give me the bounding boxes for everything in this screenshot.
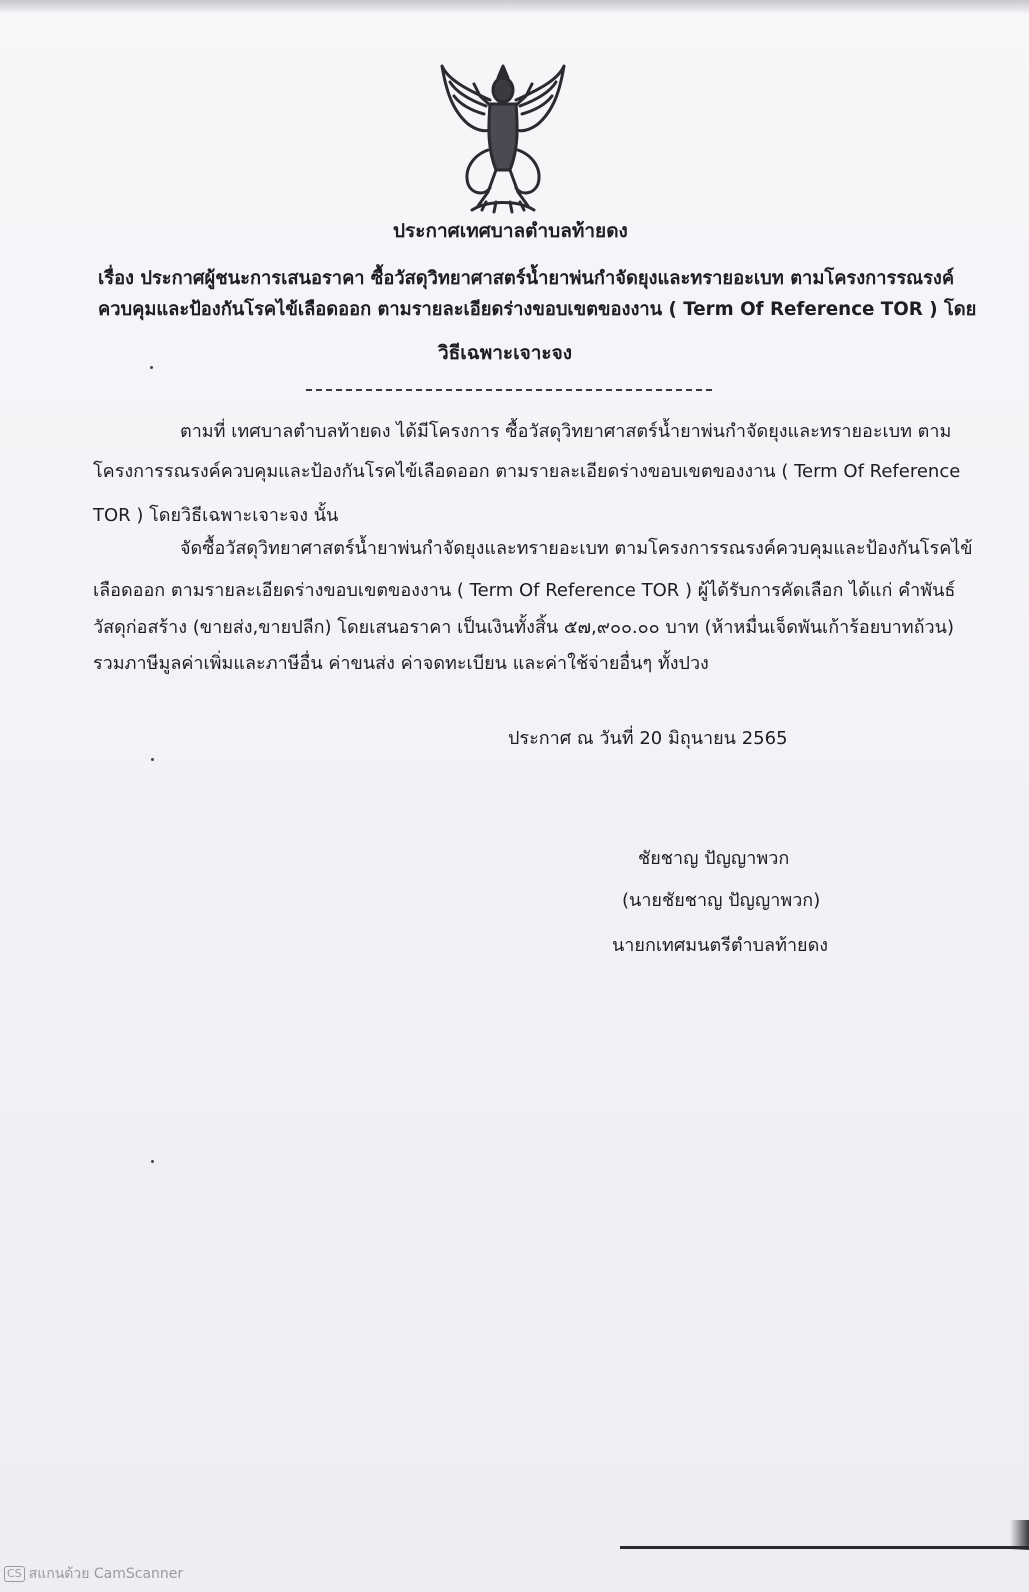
paragraph-2-line-2: เลือดออก ตามรายละเอียดร่างขอบเขตของงาน ( Term Of Reference TOR ) ผู้ได้รับการคัดเลือก ได้แก่ คำพันธ์ bbox=[93, 580, 956, 601]
scan-speck bbox=[151, 1160, 154, 1163]
scan-speck bbox=[151, 758, 154, 761]
garuda-emblem-icon bbox=[438, 60, 568, 216]
paragraph-2-line-4: รวมภาษีมูลค่าเพิ่มและภาษีอื่น ค่าขนส่ง ค่าจดทะเบียน และค่าใช้จ่ายอื่นๆ ทั้งปวง bbox=[93, 653, 709, 674]
signature-name: ชัยชาญ ปัญญาพวก bbox=[638, 848, 790, 869]
subject-line-2: ควบคุมและป้องกันโรคไข้เลือดออก ตามรายละเอียดร่างขอบเขตของงาน ( Term Of Reference TOR ) โดย bbox=[98, 299, 977, 320]
scanner-watermark-text: สแกนด้วย CamScanner bbox=[28, 1566, 184, 1582]
separator-rule bbox=[306, 389, 712, 391]
paragraph-1-line-2: โครงการรณรงค์ควบคุมและป้องกันโรคไข้เลือดออก ตามรายละเอียดร่างขอบเขตของงาน ( Term Of Reference bbox=[93, 461, 961, 482]
subject-line-1: เรื่อง ประกาศผู้ชนะการเสนอราคา ซื้อวัสดุวิทยาศาสตร์น้ำยาพ่นกำจัดยุงและทรายอะเบท ตามโครงการรณรงค์ bbox=[98, 268, 955, 289]
page-bottom-edge bbox=[620, 1546, 1029, 1549]
paragraph-1-line-1: ตามที่ เทศบาลตำบลท้ายดง ได้มีโครงการ ซื้อวัสดุวิทยาศาสตร์น้ำยาพ่นกำจัดยุงและทรายอะเบท ตาม bbox=[180, 421, 952, 442]
subject-line-3: วิธีเฉพาะเจาะจง bbox=[438, 342, 573, 364]
paragraph-2-line-1: จัดซื้อวัสดุวิทยาศาสตร์น้ำยาพ่นกำจัดยุงและทรายอะเบท ตามโครงการรณรงค์ควบคุมและป้องกันโรคไข้ bbox=[180, 538, 973, 559]
signatory-printed-name: (นายชัยชาญ ปัญญาพวก) bbox=[622, 890, 821, 911]
org-title: ประกาศเทศบาลตำบลท้ายดง bbox=[393, 220, 628, 242]
paragraph-1-line-3: TOR ) โดยวิธีเฉพาะเจาะจง นั้น bbox=[93, 505, 339, 526]
scanner-watermark bbox=[4, 1565, 183, 1583]
signatory-position: นายกเทศมนตรีตำบลท้ายดง bbox=[612, 935, 829, 956]
scan-top-shadow bbox=[0, 0, 1029, 14]
camscanner-logo-icon: CS bbox=[4, 1566, 25, 1582]
paragraph-2-line-3: วัสดุก่อสร้าง (ขายส่ง,ขายปลีก) โดยเสนอราคา เป็นเงินทั้งสิ้น ๕๗,๙๐๐.๐๐ บาท (ห้าหมื่นเจ็ดพันเก้าร้อยบาทถ้วน) bbox=[93, 617, 954, 638]
scan-speck bbox=[150, 366, 153, 369]
announce-date: ประกาศ ณ วันที่ 20 มิถุนายน 2565 bbox=[508, 728, 788, 749]
